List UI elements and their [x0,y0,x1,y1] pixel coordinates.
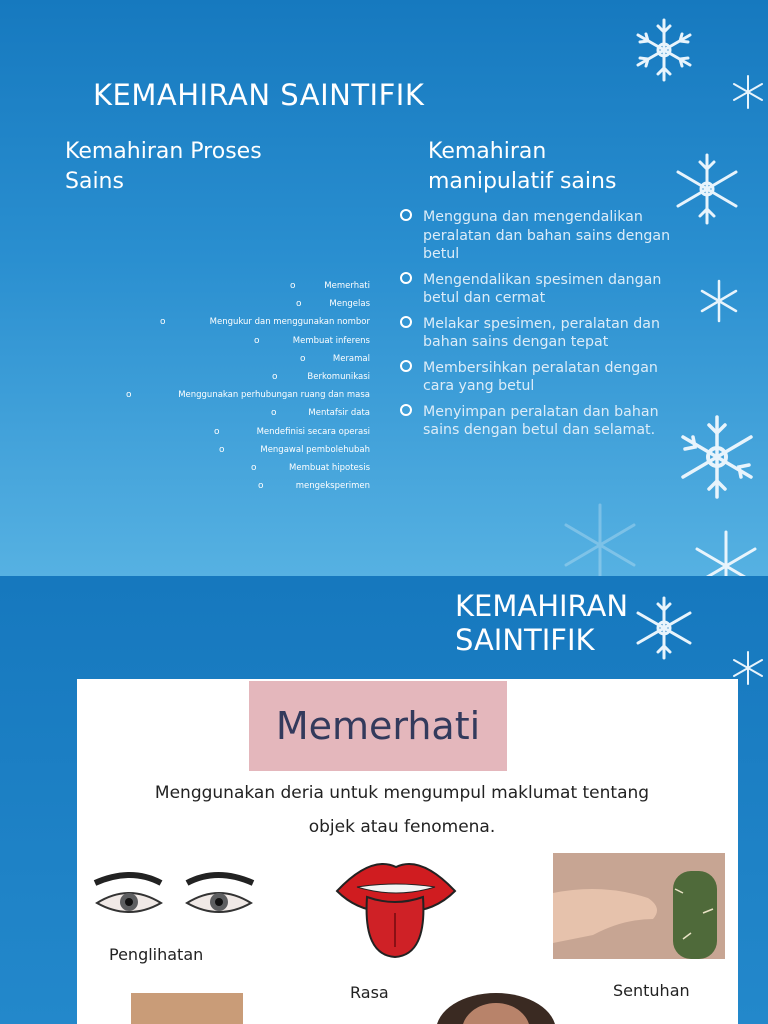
list-item: Membersihkan peralatan dengan cara yang betul [400,359,682,396]
ear-image [435,991,557,1024]
list-item: Menyimpan peralatan dan bahan sains dengan betul dan selamat. [400,403,682,440]
bullet-icon: o [271,408,277,419]
memerhati-card [77,679,738,1024]
list-item: o Menggunakan perhubungan ruang dan masa [100,386,370,404]
list-item: o Mentafsir data [100,404,370,422]
list-item: o Memerhati [100,277,370,295]
bullet-icon: o [219,444,225,455]
manipulative-skills-heading: Kemahiran manipulatif sains [428,139,617,194]
bullet-icon [400,272,412,284]
list-item: o Mengukur dan menggunakan nombor [100,313,370,331]
list-item: Melakar spesimen, peralatan dan bahan sains dengan tepat [400,315,682,352]
list-item: o Mengelas [100,295,370,313]
process-skills-heading: Kemahiran Proses Sains [65,139,262,194]
list-item: o Membuat hipotesis [100,459,370,477]
snowflake-icon [672,412,762,502]
list-item: o Mendefinisi secara operasi [100,423,370,441]
slide-title: KEMAHIRAN SAINTIFIK [93,78,425,112]
snowflake-icon [688,528,764,576]
sense-label: Penglihatan [109,945,204,964]
process-skills-list [100,277,370,495]
bullet-icon [400,360,412,372]
sense-label: Rasa [350,983,389,1002]
list-item: o Meramal [100,350,370,368]
bullet-icon: o [300,353,306,364]
list-item: o Mengawal pembolehubah [100,441,370,459]
list-item: o Membuat inferens [100,332,370,350]
bullet-icon: o [251,462,257,473]
eyes-image [91,869,257,929]
bullet-icon: o [296,299,302,310]
card-description: Menggunakan deria untuk mengumpul maklumat tentang objek atau fenomena. [154,783,650,837]
snowflake-icon [555,500,645,576]
manipulative-skills-list [400,208,682,447]
snowflake-icon [628,592,700,664]
sense-label: Sentuhan [613,981,690,1000]
snowflake-icon [730,74,766,110]
list-item: Mengendalikan spesimen dangan betul dan cermat [400,271,682,308]
card-title-box [249,681,507,771]
list-item: Mengguna dan mengendalikan peralatan dan bahan sains dengan betul [400,208,682,264]
bullet-icon [400,209,412,221]
bullet-icon: o [160,317,166,328]
touch-image [553,853,725,959]
bullet-icon [400,316,412,328]
card-title: Memerhati [275,704,481,748]
nose-image [131,993,243,1024]
bullet-icon: o [272,371,278,382]
bullet-icon: o [258,481,264,492]
snowflake-icon [696,278,742,324]
list-item: o Berkomunikasi [100,368,370,386]
tongue-image [331,851,461,963]
bullet-icon: o [214,426,220,437]
list-item: o mengeksperimen [100,477,370,495]
bullet-icon: o [126,390,132,401]
snowflake-icon [628,14,700,86]
slide-title: KEMAHIRAN SAINTIFIK [455,589,629,657]
bullet-icon: o [290,281,296,291]
bullet-icon: o [254,335,260,346]
bullet-icon [400,404,412,416]
